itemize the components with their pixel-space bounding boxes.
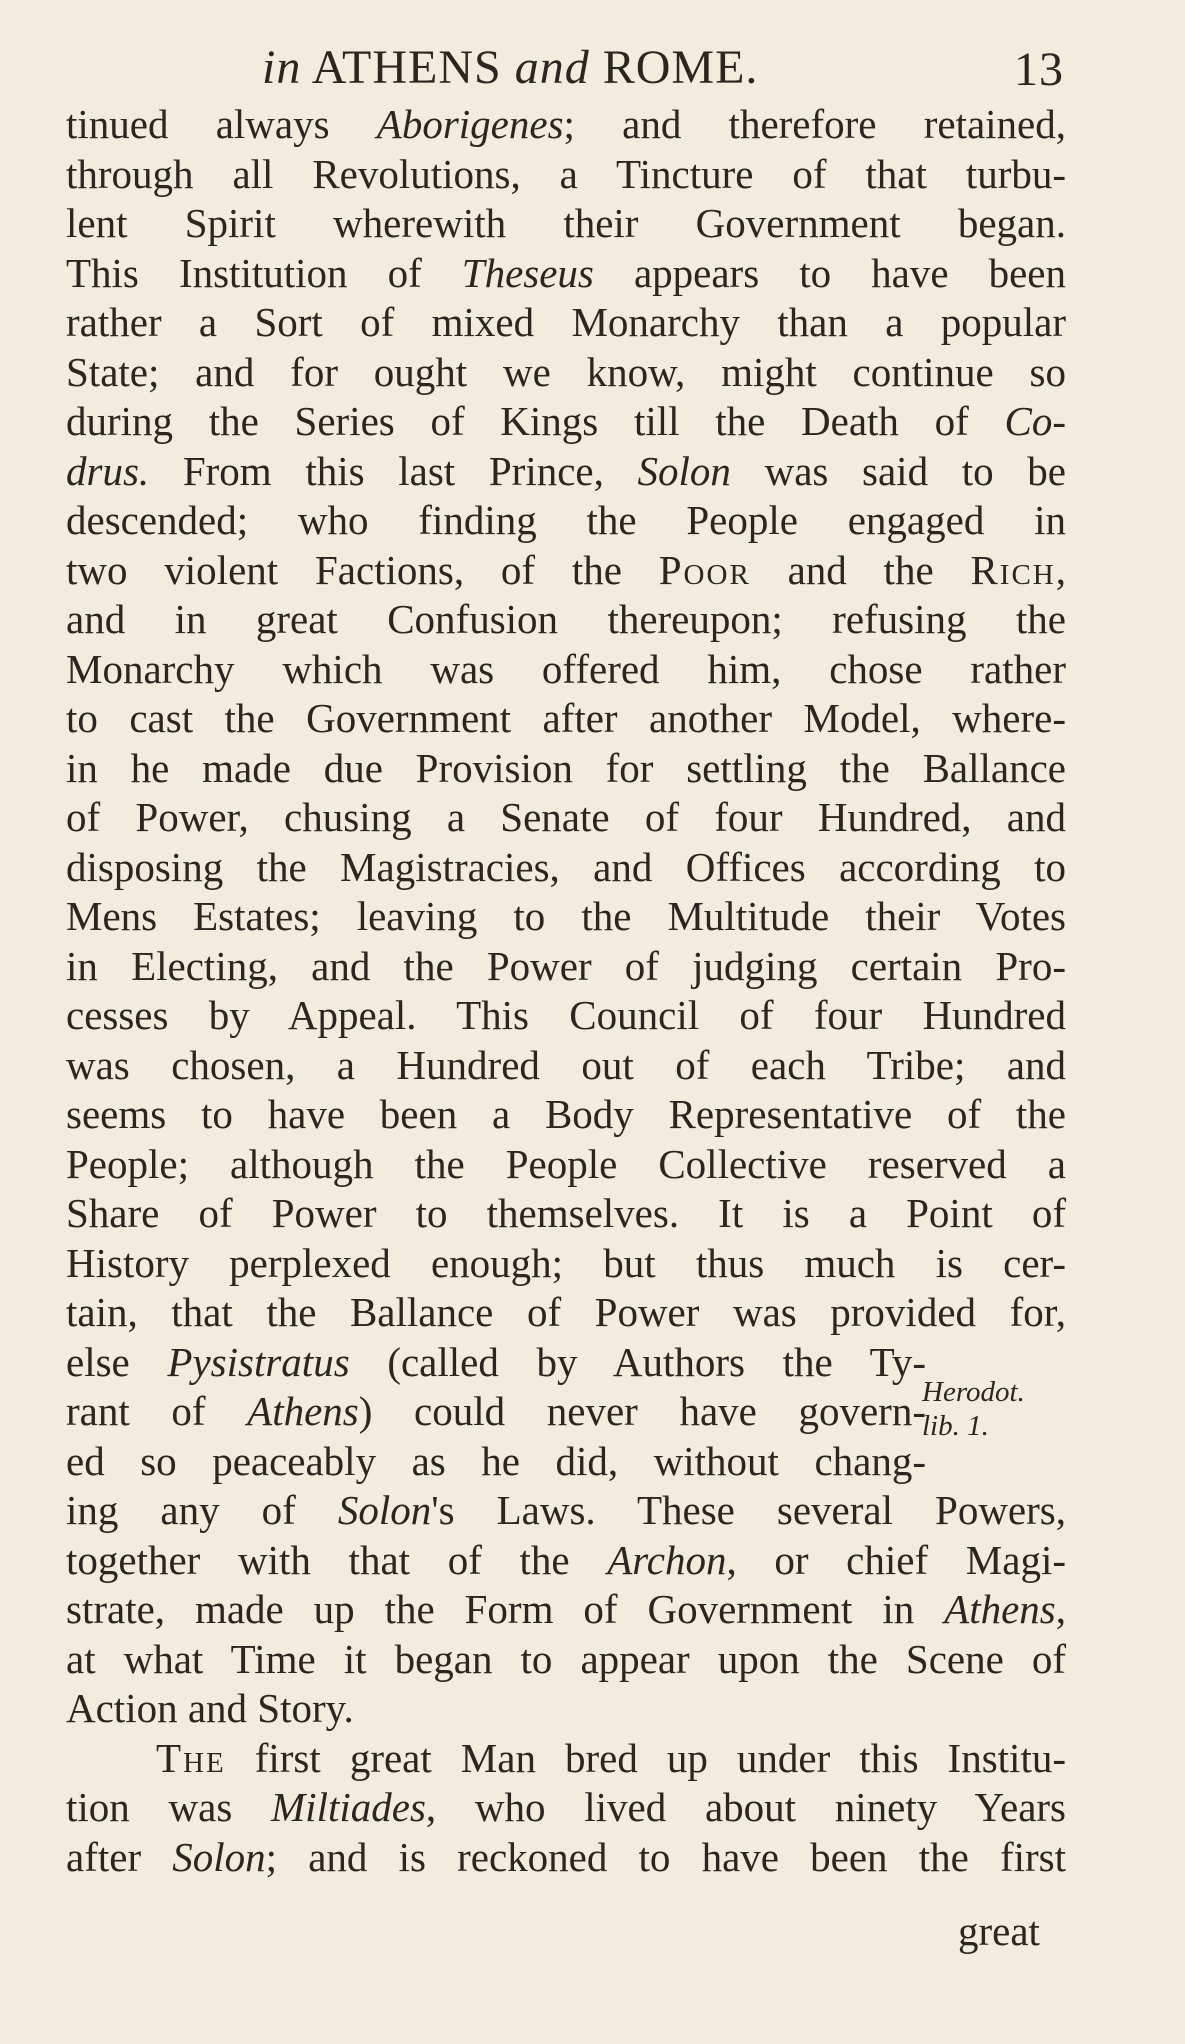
text-segment: tain, that the Ballance of Power was provided for, [66,1289,1066,1335]
text-line [66,1288,1066,1338]
text-line [66,1140,1066,1190]
text-segment: together with that of the [66,1536,608,1583]
text-segment: two violent Factions, of the [66,546,659,593]
text-segment: , [1055,546,1066,593]
italic-text: drus. [66,447,150,494]
text-segment: History perplexed enough; but thus much is cer- [66,1239,1066,1286]
text-line [66,1239,1066,1289]
text-segment: else [66,1338,168,1385]
small-caps-text: Rich [970,546,1056,593]
italic-text: Aborigenes [376,101,564,147]
text-segment: 's Laws. These several Powers, [431,1487,1066,1533]
small-caps-text: Poor [658,546,751,593]
text-segment: rant of [66,1388,248,1434]
running-head [262,40,758,95]
text-segment: cesses by Appeal. This Council of four Hundred [66,992,1066,1038]
text-segment: Mens Estates; leaving to the Multitude their Votes [66,893,1066,939]
text-segment: after [66,1833,173,1880]
text-segment: and in great Confusion thereupon; refusing the [66,596,1066,642]
text-segment: From this last Prince, [149,447,638,494]
text-line [66,793,1066,843]
text-line [66,348,1066,398]
text-line [66,1833,1066,1883]
text-segment: ; and therefore retained, [563,101,1066,147]
text-line [66,1437,926,1487]
text-segment: tion was [66,1784,272,1830]
italic-text: Athens [247,1388,359,1434]
text-line [66,1684,1066,1734]
text-line [66,1189,1066,1239]
marginal-note [922,1375,1025,1443]
text-segment: , or chief Magi- [726,1536,1066,1583]
text-segment: in Electing, and the Power of judging certain Pro- [66,942,1066,989]
text-line [66,496,1066,546]
text-line [66,1734,1066,1784]
text-line [66,100,1066,150]
text-segment: seems to have been a Body Representative of the [66,1091,1066,1137]
running-head-end: ROME. [602,41,759,94]
text-segment: and the [750,546,971,593]
text-segment: to cast the Government after another Model, where- [66,695,1066,741]
running-head-main: ATHENS [311,41,502,94]
italic-text: Athens [944,1586,1056,1632]
text-line [66,892,1066,942]
text-segment: first great Man bred up under this Institu- [225,1734,1066,1781]
text-line [66,150,1066,200]
text-segment: lent Spirit wherewith their Government began. [66,200,1066,246]
text-segment: strate, made up the Form of Government in [66,1586,945,1632]
text-line [66,199,1066,249]
text-segment: Monarchy which was offered him, chose rather [66,645,1066,692]
text-segment: rather a Sort of mixed Monarchy than a popular [66,299,1066,345]
text-line [66,694,1066,744]
text-segment: descended; who finding the People engaged in [66,497,1066,543]
text-segment: in he made due Provision for settling the Ballance [66,744,1066,791]
italic-text: Theseus [461,249,594,296]
text-line [66,249,1066,299]
italic-text: Solon [337,1487,432,1533]
italic-text: Miltiades [271,1784,426,1830]
page-header [0,40,1185,100]
text-line [66,744,1066,794]
italic-text: Archon [607,1536,727,1583]
text-line [66,397,1066,447]
text-segment: during the Series of Kings till the Death of [66,398,1005,444]
text-line [66,1536,1066,1586]
running-head-conj: and [514,41,590,94]
text-segment: disposing the Magistracies, and Offices according to [66,843,1066,890]
text-line [66,1783,1066,1833]
text-line [66,447,1066,497]
text-segment: of Power, chusing a Senate of four Hundred, and [66,794,1066,840]
text-segment: was said to be [730,447,1066,494]
italic-text: Solon [172,1833,266,1880]
text-line [66,843,1066,893]
text-line [66,1585,1066,1635]
text-line [66,991,1066,1041]
text-segment: ) could never have govern- [358,1388,926,1434]
text-line [66,546,1066,596]
text-segment: (called by Authors the Ty- [349,1338,926,1385]
text-segment: tinued always [66,101,377,147]
running-head-prefix: in [262,41,302,94]
text-line [66,1486,1066,1536]
text-segment: through all Revolutions, a Tincture of that turbu- [66,150,1066,197]
text-segment: This Institution of [66,249,462,296]
text-segment: ing any of [66,1487,338,1533]
text-line [66,645,1066,695]
small-caps-text: The [156,1734,226,1781]
text-line [66,942,1066,992]
text-segment: State; and for ought we know, might continue so [66,348,1066,395]
text-line [66,1041,1066,1091]
italic-text: Co- [1004,398,1066,444]
marginal-note-line: Herodot. [922,1376,1025,1408]
text-line [66,1635,1066,1685]
text-segment: Action and Story. [66,1685,354,1731]
page-number: 13 [1014,43,1064,96]
text-line [66,1090,1066,1140]
marginal-note-line: lib. 1. [922,1410,989,1442]
catchword: great [958,1908,1040,1954]
text-line [66,1387,926,1437]
text-line [66,1338,926,1388]
text-segment: ed so peaceably as he did, without chang- [66,1437,926,1484]
text-line [66,298,1066,348]
text-segment: , [1055,1586,1066,1632]
text-segment: appears to have been [593,249,1066,296]
body-text [66,100,1066,1882]
text-segment: ; and is reckoned to have been the first [265,1833,1067,1880]
text-segment: People; although the People Collective reserved a [66,1140,1066,1187]
text-segment: at what Time it began to appear upon the Scene of [66,1635,1066,1682]
text-line [66,595,1066,645]
italic-text: Solon [637,447,731,494]
text-segment: was chosen, a Hundred out of each Tribe; and [66,1041,1066,1088]
italic-text: Pysistratus [167,1338,350,1385]
text-segment: , who lived about ninety Years [425,1784,1066,1830]
text-segment: Share of Power to themselves. It is a Point of [66,1190,1066,1236]
